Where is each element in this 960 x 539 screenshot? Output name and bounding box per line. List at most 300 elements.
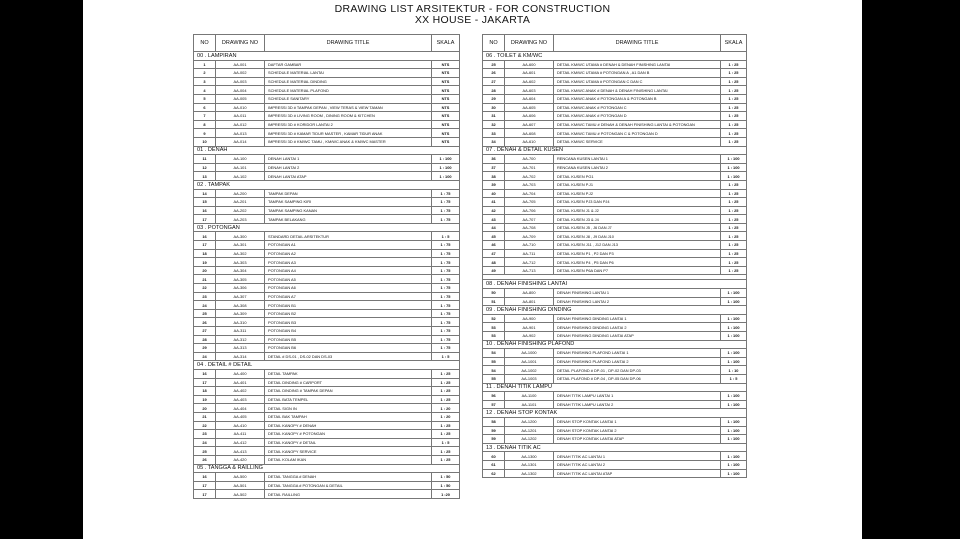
row-number: 26 xyxy=(194,318,216,327)
row-number: 17 xyxy=(194,481,216,490)
row-number: 40 xyxy=(483,189,505,198)
table-row xyxy=(194,344,460,353)
row-number: 36 xyxy=(483,155,505,164)
drawing-number: AA-403 xyxy=(216,395,265,404)
section-title: 02 . TAMPAK xyxy=(194,180,460,189)
header-drawing-no: DRAWING NO xyxy=(505,35,554,52)
drawing-number: AA-004 xyxy=(216,86,265,95)
drawing-number: AA-701 xyxy=(505,163,554,172)
drawing-scale: 1 : 100 xyxy=(721,332,747,341)
drawing-number: AA-005 xyxy=(216,94,265,103)
drawing-scale: 1 : 20 xyxy=(432,404,460,413)
drawing-title: STANDARD DETAIL ARSITEKTUR xyxy=(265,232,432,241)
drawing-number: AA-1300 xyxy=(505,452,554,461)
drawing-number: AA-404 xyxy=(216,404,265,413)
row-number: 20 xyxy=(194,266,216,275)
row-number: 44 xyxy=(483,223,505,232)
drawing-title: DETAIL TANGGA # DENAH xyxy=(265,473,432,482)
drawing-number: AA-704 xyxy=(505,189,554,198)
table-row xyxy=(483,297,747,306)
row-number: 17 xyxy=(194,241,216,250)
drawing-number: AA-901 xyxy=(505,323,554,332)
table-row xyxy=(194,275,460,284)
drawing-title: DETAIL KM/WC UTAMA # POTONGAN A , A1 DAN B xyxy=(554,69,721,78)
drawing-title: DENAH STOP KONTAK LANTAI 1 xyxy=(554,417,721,426)
section-header xyxy=(483,146,747,155)
drawing-number: AA-200 xyxy=(216,189,265,198)
drawing-number: AA-710 xyxy=(505,241,554,250)
drawing-scale: NTS xyxy=(432,120,460,129)
drawing-title: DENAH TITIK AC LANTAI 2 xyxy=(554,460,721,469)
drawing-title: DETAIL KM/WC UTAMA # POTONGAN C DAN C xyxy=(554,77,721,86)
row-number: 61 xyxy=(483,460,505,469)
drawing-scale: 1 : 25 xyxy=(432,387,460,396)
row-number: 6 xyxy=(194,103,216,112)
drawing-title: POTONGAN A5 xyxy=(265,275,432,284)
drawing-scale: 1 : 75 xyxy=(432,189,460,198)
row-number: 16 xyxy=(194,369,216,378)
drawing-title: DETAIL RAILLING xyxy=(265,490,432,499)
row-number: 55 xyxy=(483,374,505,383)
table-row xyxy=(194,137,460,146)
drawing-number: AA-102 xyxy=(216,172,265,181)
section-header xyxy=(483,383,747,392)
table-row xyxy=(483,155,747,164)
table-row xyxy=(194,86,460,95)
section-header xyxy=(194,180,460,189)
drawing-title: DETAIL KM/WC ANAK # POTONGAN A & POTONGAN B xyxy=(554,94,721,103)
drawing-title: POTONGAN A4 xyxy=(265,266,432,275)
row-number: 62 xyxy=(483,469,505,478)
section-header xyxy=(483,280,747,289)
drawing-title: POTONGAN A7 xyxy=(265,292,432,301)
row-number: 41 xyxy=(483,198,505,207)
table-row xyxy=(483,392,747,401)
table-row xyxy=(194,292,460,301)
drawing-scale: 1 : 75 xyxy=(432,215,460,224)
drawing-title: POTONGAN B4 xyxy=(265,327,432,336)
drawing-title: TAMPAK BELAKANG xyxy=(265,215,432,224)
drawing-number: AA-705 xyxy=(505,198,554,207)
drawing-title: SCHEDULE MATERIAL PLAFOND xyxy=(265,86,432,95)
table-row xyxy=(483,120,747,129)
row-number: 8 xyxy=(194,120,216,129)
row-number: 13 xyxy=(194,172,216,181)
section-title: 09 . DENAH FINISHING DINDING xyxy=(483,306,747,315)
table-row xyxy=(483,266,747,275)
table-row xyxy=(483,223,747,232)
drawing-scale: 1 : 25 xyxy=(432,369,460,378)
row-number: 46 xyxy=(483,241,505,250)
drawing-scale: 1 : 75 xyxy=(432,327,460,336)
drawing-scale: 1 : 100 xyxy=(432,155,460,164)
table-header-row xyxy=(483,35,747,52)
drawing-scale: NTS xyxy=(432,86,460,95)
drawing-number: AA-310 xyxy=(216,318,265,327)
table-row xyxy=(194,473,460,482)
table-row xyxy=(194,258,460,267)
drawing-number: AA-302 xyxy=(216,249,265,258)
sheet-title: DRAWING LIST ARSITEKTUR - FOR CONSTRUCTION xyxy=(334,3,611,15)
row-number: 24 xyxy=(194,352,216,361)
drawing-number: AA-401 xyxy=(216,378,265,387)
drawing-number: AA-604 xyxy=(505,94,554,103)
table-row xyxy=(194,490,460,499)
drawing-scale: 1 : 25 xyxy=(432,430,460,439)
drawing-title: DETAIL KUSEN J1 & J2 xyxy=(554,206,721,215)
drawing-scale: NTS xyxy=(432,112,460,121)
drawing-number: AA-601 xyxy=(505,69,554,78)
row-number: 56 xyxy=(483,392,505,401)
table-row xyxy=(194,481,460,490)
table-row xyxy=(483,249,747,258)
table-row xyxy=(483,206,747,215)
row-number: 31 xyxy=(483,112,505,121)
drawing-scale: 1 : 20 xyxy=(432,412,460,421)
drawing-title: DETAIL KUSEN PJ3 DAN PJ4 xyxy=(554,198,721,207)
table-row xyxy=(194,395,460,404)
header-no: NO xyxy=(483,35,505,52)
row-number: 2 xyxy=(194,69,216,78)
header-scale: SKALA xyxy=(721,35,747,52)
drawing-scale: 1 : 25 xyxy=(721,206,747,215)
drawing-number: AA-800 xyxy=(505,289,554,298)
drawing-title: POTONGAN A3 xyxy=(265,258,432,267)
drawing-number: AA-712 xyxy=(505,258,554,267)
drawing-title: DENAH FINISHING LANTAI 1 xyxy=(554,289,721,298)
drawing-title: DETAIL DINDING # TAMPAK DEPAN xyxy=(265,387,432,396)
section-title: 11 . DENAH TITIK LAMPU xyxy=(483,383,747,392)
row-number: 22 xyxy=(194,284,216,293)
table-row xyxy=(194,163,460,172)
drawing-title: DETAIL BATA TEMPEL xyxy=(265,395,432,404)
section-header xyxy=(483,340,747,349)
drawing-scale: 1 : 25 xyxy=(721,103,747,112)
drawing-title: DETAIL KM/WC ANAK # POTONGAN D xyxy=(554,112,721,121)
drawing-scale: 1 : 75 xyxy=(432,266,460,275)
drawing-number: AA-711 xyxy=(505,249,554,258)
drawing-number: AA-1202 xyxy=(505,435,554,444)
drawing-title: DENAH LANTAI ATAP xyxy=(265,172,432,181)
row-number: 17 xyxy=(194,215,216,224)
drawing-scale: 1 : 100 xyxy=(721,172,747,181)
row-number: 25 xyxy=(194,309,216,318)
row-number: 49 xyxy=(483,266,505,275)
drawing-scale: 1 : 5 xyxy=(721,374,747,383)
row-number: 12 xyxy=(194,163,216,172)
drawing-title: DENAH TITIK AC LANTAI ATAP xyxy=(554,469,721,478)
drawing-title: DETAIL # DS-01 , DS-02 DAN DS-03 xyxy=(265,352,432,361)
row-number: 58 xyxy=(483,417,505,426)
drawing-title: IMPRESSI 3D # LIVING ROOM , DINING ROOM & KITCHEN xyxy=(265,112,432,121)
drawing-number: AA-413 xyxy=(216,447,265,456)
drawing-number: AA-313 xyxy=(216,344,265,353)
drawing-title: SCHEDULE SANITARY xyxy=(265,94,432,103)
drawing-scale: 1 : 75 xyxy=(432,292,460,301)
drawing-title: DETAIL KANOPY # DENAH xyxy=(265,421,432,430)
table-row xyxy=(483,258,747,267)
drawing-scale: 1 : 25 xyxy=(721,69,747,78)
drawing-number: AA-501 xyxy=(216,481,265,490)
table-row xyxy=(483,323,747,332)
table-row xyxy=(194,77,460,86)
row-number: 19 xyxy=(194,395,216,404)
drawing-number: AA-003 xyxy=(216,77,265,86)
row-number: 53 xyxy=(483,332,505,341)
drawing-scale: 1 : 25 xyxy=(432,421,460,430)
sheet-subtitle: XX HOUSE - JAKARTA xyxy=(414,14,531,26)
drawing-number: AA-202 xyxy=(216,206,265,215)
row-number: 16 xyxy=(194,206,216,215)
drawing-title: IMPRESSI 3D # KAMAR TIDUR MASTER , KAMAR TIDUR ANAK xyxy=(265,129,432,138)
table-row xyxy=(194,404,460,413)
row-number: 21 xyxy=(194,275,216,284)
drawing-scale: 1 : 5 xyxy=(432,352,460,361)
section-title: 10 . DENAH FINISHING PLAFOND xyxy=(483,340,747,349)
drawing-scale: 1 : 25 xyxy=(721,112,747,121)
drawing-number: AA-1302 xyxy=(505,469,554,478)
drawing-number: AA-605 xyxy=(505,103,554,112)
row-number: 28 xyxy=(194,335,216,344)
drawing-scale: NTS xyxy=(432,77,460,86)
drawing-scale: 1 : 25 xyxy=(721,249,747,258)
drawing-title: DENAH FINISHING DINDING LANTAI 1 xyxy=(554,314,721,323)
table-row xyxy=(483,357,747,366)
table-row xyxy=(483,426,747,435)
row-number: 23 xyxy=(194,292,216,301)
section-header xyxy=(483,409,747,418)
row-number: 15 xyxy=(194,198,216,207)
row-number: 45 xyxy=(483,232,505,241)
row-number: 53 xyxy=(483,323,505,332)
table-row xyxy=(483,137,747,146)
drawing-scale: NTS xyxy=(432,60,460,69)
drawing-title: DENAH FINISHING PLAFOND LANTAI 1 xyxy=(554,349,721,358)
drawing-scale: 1 : 100 xyxy=(721,469,747,478)
table-row xyxy=(483,241,747,250)
drawing-number: AA-311 xyxy=(216,327,265,336)
drawing-title: DETAIL KUSEN PG1 xyxy=(554,172,721,181)
drawing-title: DENAH FINISHING LANTAI 2 xyxy=(554,297,721,306)
drawing-number: AA-607 xyxy=(505,120,554,129)
drawing-title: DETAIL SIGN IN xyxy=(265,404,432,413)
section-header xyxy=(483,52,747,61)
drawing-number: AA-1301 xyxy=(505,460,554,469)
section-title: 13 . DENAH TITIK AC xyxy=(483,443,747,452)
drawing-scale: 1 : 75 xyxy=(432,258,460,267)
table-row xyxy=(194,430,460,439)
drawing-title: DETAIL BAK TAMPAH xyxy=(265,412,432,421)
table-row xyxy=(194,309,460,318)
drawing-title: POTONGAN B2 xyxy=(265,309,432,318)
drawing-title: DETAIL KM/WC UTAMA # DENAH & DENAH FINISHING LANTAI xyxy=(554,60,721,69)
table-row xyxy=(194,438,460,447)
row-number: 26 xyxy=(483,69,505,78)
table-row xyxy=(194,369,460,378)
drawing-title: DETAIL KUSEN P.J2 xyxy=(554,189,721,198)
table-row xyxy=(483,77,747,86)
section-title: 00 . LAMPIRAN xyxy=(194,52,460,61)
drawing-scale: 1 : 25 xyxy=(721,60,747,69)
row-number: 20 xyxy=(194,404,216,413)
drawing-number: AA-1000 xyxy=(505,349,554,358)
drawing-scale: 1 : 100 xyxy=(721,289,747,298)
drawing-number: AA-400 xyxy=(216,369,265,378)
drawing-title: POTONGAN B6 xyxy=(265,344,432,353)
header-drawing-title: DRAWING TITLE xyxy=(265,35,432,52)
row-number: 24 xyxy=(194,301,216,310)
table-row xyxy=(194,94,460,103)
row-number: 52 xyxy=(483,314,505,323)
drawing-number: AA-014 xyxy=(216,137,265,146)
table-row xyxy=(483,400,747,409)
drawing-scale: 1 : 75 xyxy=(432,284,460,293)
section-title: 12 . DENAH STOP KONTAK xyxy=(483,409,747,418)
drawing-number: AA-411 xyxy=(216,430,265,439)
drawing-number: AA-600 xyxy=(505,60,554,69)
drawing-title: DETAIL KM/WC SERVICE xyxy=(554,137,721,146)
drawing-number: AA-708 xyxy=(505,223,554,232)
drawing-number: AA-402 xyxy=(216,387,265,396)
drawing-number: AA-602 xyxy=(505,77,554,86)
drawing-scale: 1 : 100 xyxy=(721,392,747,401)
row-number: 4 xyxy=(194,86,216,95)
drawing-title: DETAIL KUSEN P4 , P5 DAN P6 xyxy=(554,258,721,267)
row-number: 7 xyxy=(194,112,216,121)
drawing-scale: 1 : 100 xyxy=(721,426,747,435)
row-number: 54 xyxy=(483,349,505,358)
row-number: 11 xyxy=(194,155,216,164)
drawing-title: SCHEDULE MATERIAL DINDING xyxy=(265,77,432,86)
row-number: 21 xyxy=(194,412,216,421)
section-header xyxy=(194,223,460,232)
drawing-title: TAMPAK SAMPING KANAN xyxy=(265,206,432,215)
table-row xyxy=(194,112,460,121)
table-row xyxy=(483,198,747,207)
drawing-title: DETAIL KANOPY # POTONGAN xyxy=(265,430,432,439)
drawing-number: AA-603 xyxy=(505,86,554,95)
table-row xyxy=(194,284,460,293)
table-row xyxy=(483,366,747,375)
drawing-number: AA-412 xyxy=(216,438,265,447)
table-row xyxy=(194,301,460,310)
drawing-scale: 1 : 75 xyxy=(432,335,460,344)
drawing-scale: NTS xyxy=(432,137,460,146)
drawing-number: AA-410 xyxy=(216,421,265,430)
drawing-scale: 1 : 25 xyxy=(721,232,747,241)
drawing-title: POTONGAN B3 xyxy=(265,318,432,327)
table-row xyxy=(483,460,747,469)
drawing-scale: 1 : 100 xyxy=(721,452,747,461)
drawing-number: AA-610 xyxy=(505,137,554,146)
drawing-title: DENAH TITIK LAMPU LANTAI 1 xyxy=(554,392,721,401)
drawing-number: AA-301 xyxy=(216,241,265,250)
section-title: 08 . DENAH FINISHING LANTAI xyxy=(483,280,747,289)
drawing-number: AA-1100 xyxy=(505,392,554,401)
drawing-number: AA-305 xyxy=(216,275,265,284)
table-row xyxy=(483,103,747,112)
drawing-scale: 1 : 25 xyxy=(432,455,460,464)
table-row xyxy=(194,189,460,198)
table-row xyxy=(483,94,747,103)
drawing-number: AA-002 xyxy=(216,69,265,78)
table-header-row xyxy=(194,35,460,52)
drawing-scale: 1 : 25 xyxy=(721,94,747,103)
section-header xyxy=(194,146,460,155)
drawing-scale: 1 : 25 xyxy=(721,215,747,224)
drawing-number: AA-012 xyxy=(216,120,265,129)
table-row xyxy=(194,266,460,275)
row-number: 3 xyxy=(194,77,216,86)
drawing-number: AA-308 xyxy=(216,301,265,310)
table-row xyxy=(483,172,747,181)
drawing-title: POTONGAN A1 xyxy=(265,241,432,250)
table-row xyxy=(194,378,460,387)
drawing-scale: 1 : 100 xyxy=(721,163,747,172)
table-row xyxy=(483,417,747,426)
drawing-number: AA-1002 xyxy=(505,366,554,375)
drawing-number: AA-702 xyxy=(505,172,554,181)
drawing-number: AA-201 xyxy=(216,198,265,207)
header-drawing-title: DRAWING TITLE xyxy=(554,35,721,52)
row-number: 27 xyxy=(483,77,505,86)
drawing-number: AA-709 xyxy=(505,232,554,241)
drawing-title: DETAIL KM/WC ANAK # DENAH & DENAH FINISHING LANTAI xyxy=(554,86,721,95)
table-row xyxy=(483,314,747,323)
row-number: 59 xyxy=(483,435,505,444)
drawing-number: AA-801 xyxy=(505,297,554,306)
drawing-number: AA-900 xyxy=(505,314,554,323)
drawing-number: AA-011 xyxy=(216,112,265,121)
drawing-scale: 1 : 25 xyxy=(721,86,747,95)
drawing-title: DENAH FINISHING PLAFOND LANTAI 2 xyxy=(554,357,721,366)
drawing-number: AA-1001 xyxy=(505,357,554,366)
row-number: 50 xyxy=(483,289,505,298)
section-header xyxy=(194,361,460,370)
drawing-scale: 1 : 75 xyxy=(432,301,460,310)
section-title: 05 . TANGGA & RAILLING xyxy=(194,464,460,473)
drawing-title: DENAH TITIK LAMPU LANTAI 2 xyxy=(554,400,721,409)
drawing-title: DENAH FINISHING DINDING LANTAI 2 xyxy=(554,323,721,332)
drawing-number: AA-1201 xyxy=(505,426,554,435)
drawing-number: AA-1101 xyxy=(505,400,554,409)
drawing-list-table-right xyxy=(482,34,747,478)
row-number: 5 xyxy=(194,94,216,103)
drawing-title: DENAH STOP KONTAK LANTAI ATAP xyxy=(554,435,721,444)
table-row xyxy=(483,129,747,138)
drawing-title: TAMPAK DEPAN xyxy=(265,189,432,198)
drawing-title: DETAIL KOLAM IKAN xyxy=(265,455,432,464)
drawing-scale: NTS xyxy=(432,129,460,138)
drawing-title: SCHEDULE MATERIAL LANTAI xyxy=(265,69,432,78)
drawing-title: DAFTAR GAMBAR xyxy=(265,60,432,69)
table-row xyxy=(483,189,747,198)
table-row xyxy=(194,198,460,207)
row-number: 43 xyxy=(483,215,505,224)
row-number: 48 xyxy=(483,258,505,267)
drawing-number: AA-703 xyxy=(505,180,554,189)
drawing-title: DENAH FINISHING DINDING LANTAI ATAP xyxy=(554,332,721,341)
drawing-scale: 1 : 100 xyxy=(432,163,460,172)
row-number: 17 xyxy=(194,378,216,387)
drawing-scale: NTS xyxy=(432,94,460,103)
table-row xyxy=(483,349,747,358)
drawing-title: DETAIL TAMPAK xyxy=(265,369,432,378)
drawing-title: DENAH TITIK AC LANTAI 1 xyxy=(554,452,721,461)
section-title: 01 . DENAH xyxy=(194,146,460,155)
drawing-scale: 1 : 25 xyxy=(432,378,460,387)
drawing-title: DETAIL KUSEN J8 , J9 DAN J10 xyxy=(554,232,721,241)
